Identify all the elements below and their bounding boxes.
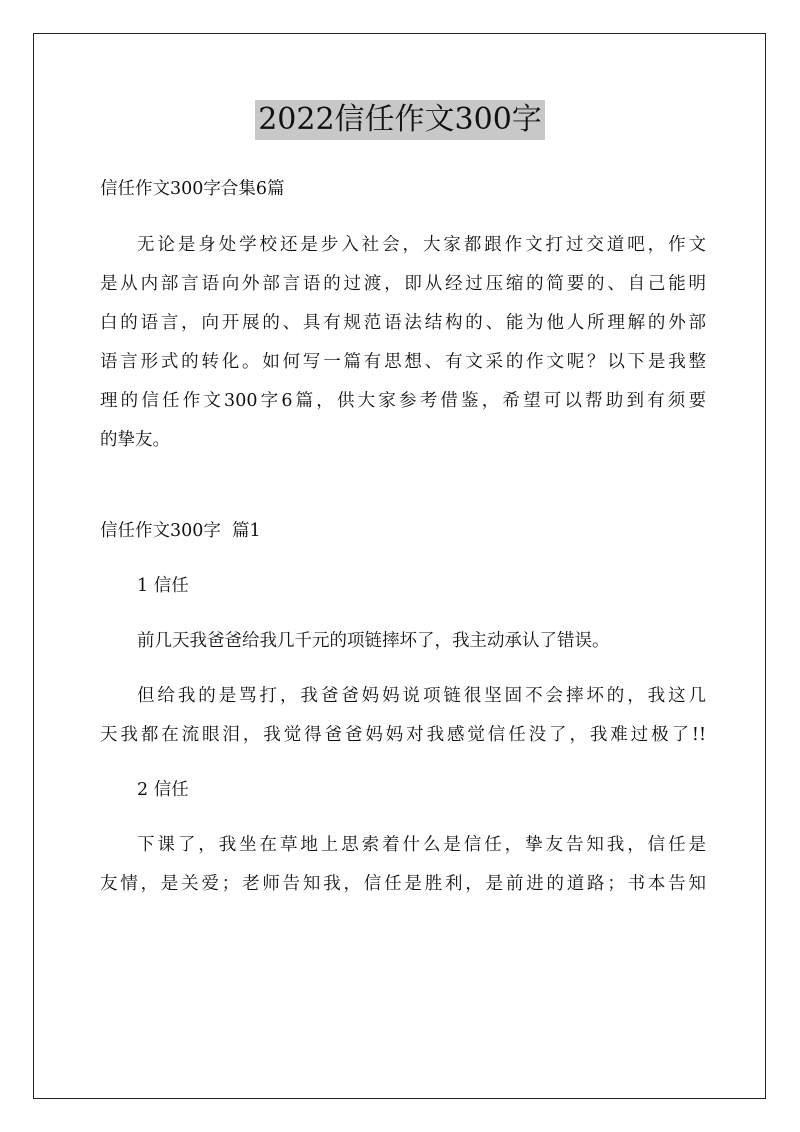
intro-line: 理的信任作文300字6篇，供大家参考借鉴，希望可以帮助到有须要 xyxy=(100,391,706,411)
section-spacer xyxy=(100,810,706,826)
paragraph-line: 天我都在流眼泪，我觉得爸爸妈妈对我感觉信任没了，我难过极了!! xyxy=(100,725,706,745)
intro-line: 白的语言，向开展的、具有规范语法结构的、能为他人所理解的外部 xyxy=(100,313,706,333)
section-spacer xyxy=(100,661,706,677)
document-subtitle: 信任作文300字合集6篇 xyxy=(100,179,285,199)
document-body xyxy=(100,170,706,904)
intro-line: 是从内部言语向外部言语的过渡，即从经过压缩的简要的、自己能明 xyxy=(100,274,706,294)
section-spacer xyxy=(100,460,706,512)
section-spacer xyxy=(100,606,706,622)
intro-line: 无论是身处学校还是步入社会，大家都跟作文打过交道吧，作文 xyxy=(137,235,706,255)
paragraph-line: 下课了，我坐在草地上思索着什么是信任，挚友告知我，信任是 xyxy=(137,835,706,855)
document-title: 2022信任作文300字 xyxy=(255,100,545,140)
paragraph-line: 但给我的是骂打，我爸爸妈妈说项链很坚固不会摔坏的，我这几 xyxy=(137,686,706,706)
title-container xyxy=(0,100,800,140)
section-heading: 信任作文300字 篇1 xyxy=(100,521,261,541)
section-spacer xyxy=(100,551,706,567)
subheading-1: 1 信任 xyxy=(137,576,189,596)
intro-line: 的挚友。 xyxy=(100,430,170,450)
paragraph-line: 前几天我爸爸给我几千元的项链摔坏了，我主动承认了错误。 xyxy=(137,631,610,651)
paragraph-line: 友情，是关爱；老师告知我，信任是胜利，是前进的道路；书本告知 xyxy=(100,874,706,894)
intro-line: 语言形式的转化。如何写一篇有思想、有文采的作文呢？以下是我整 xyxy=(100,352,706,372)
subheading-2: 2 信任 xyxy=(137,780,189,800)
section-spacer xyxy=(100,755,706,771)
